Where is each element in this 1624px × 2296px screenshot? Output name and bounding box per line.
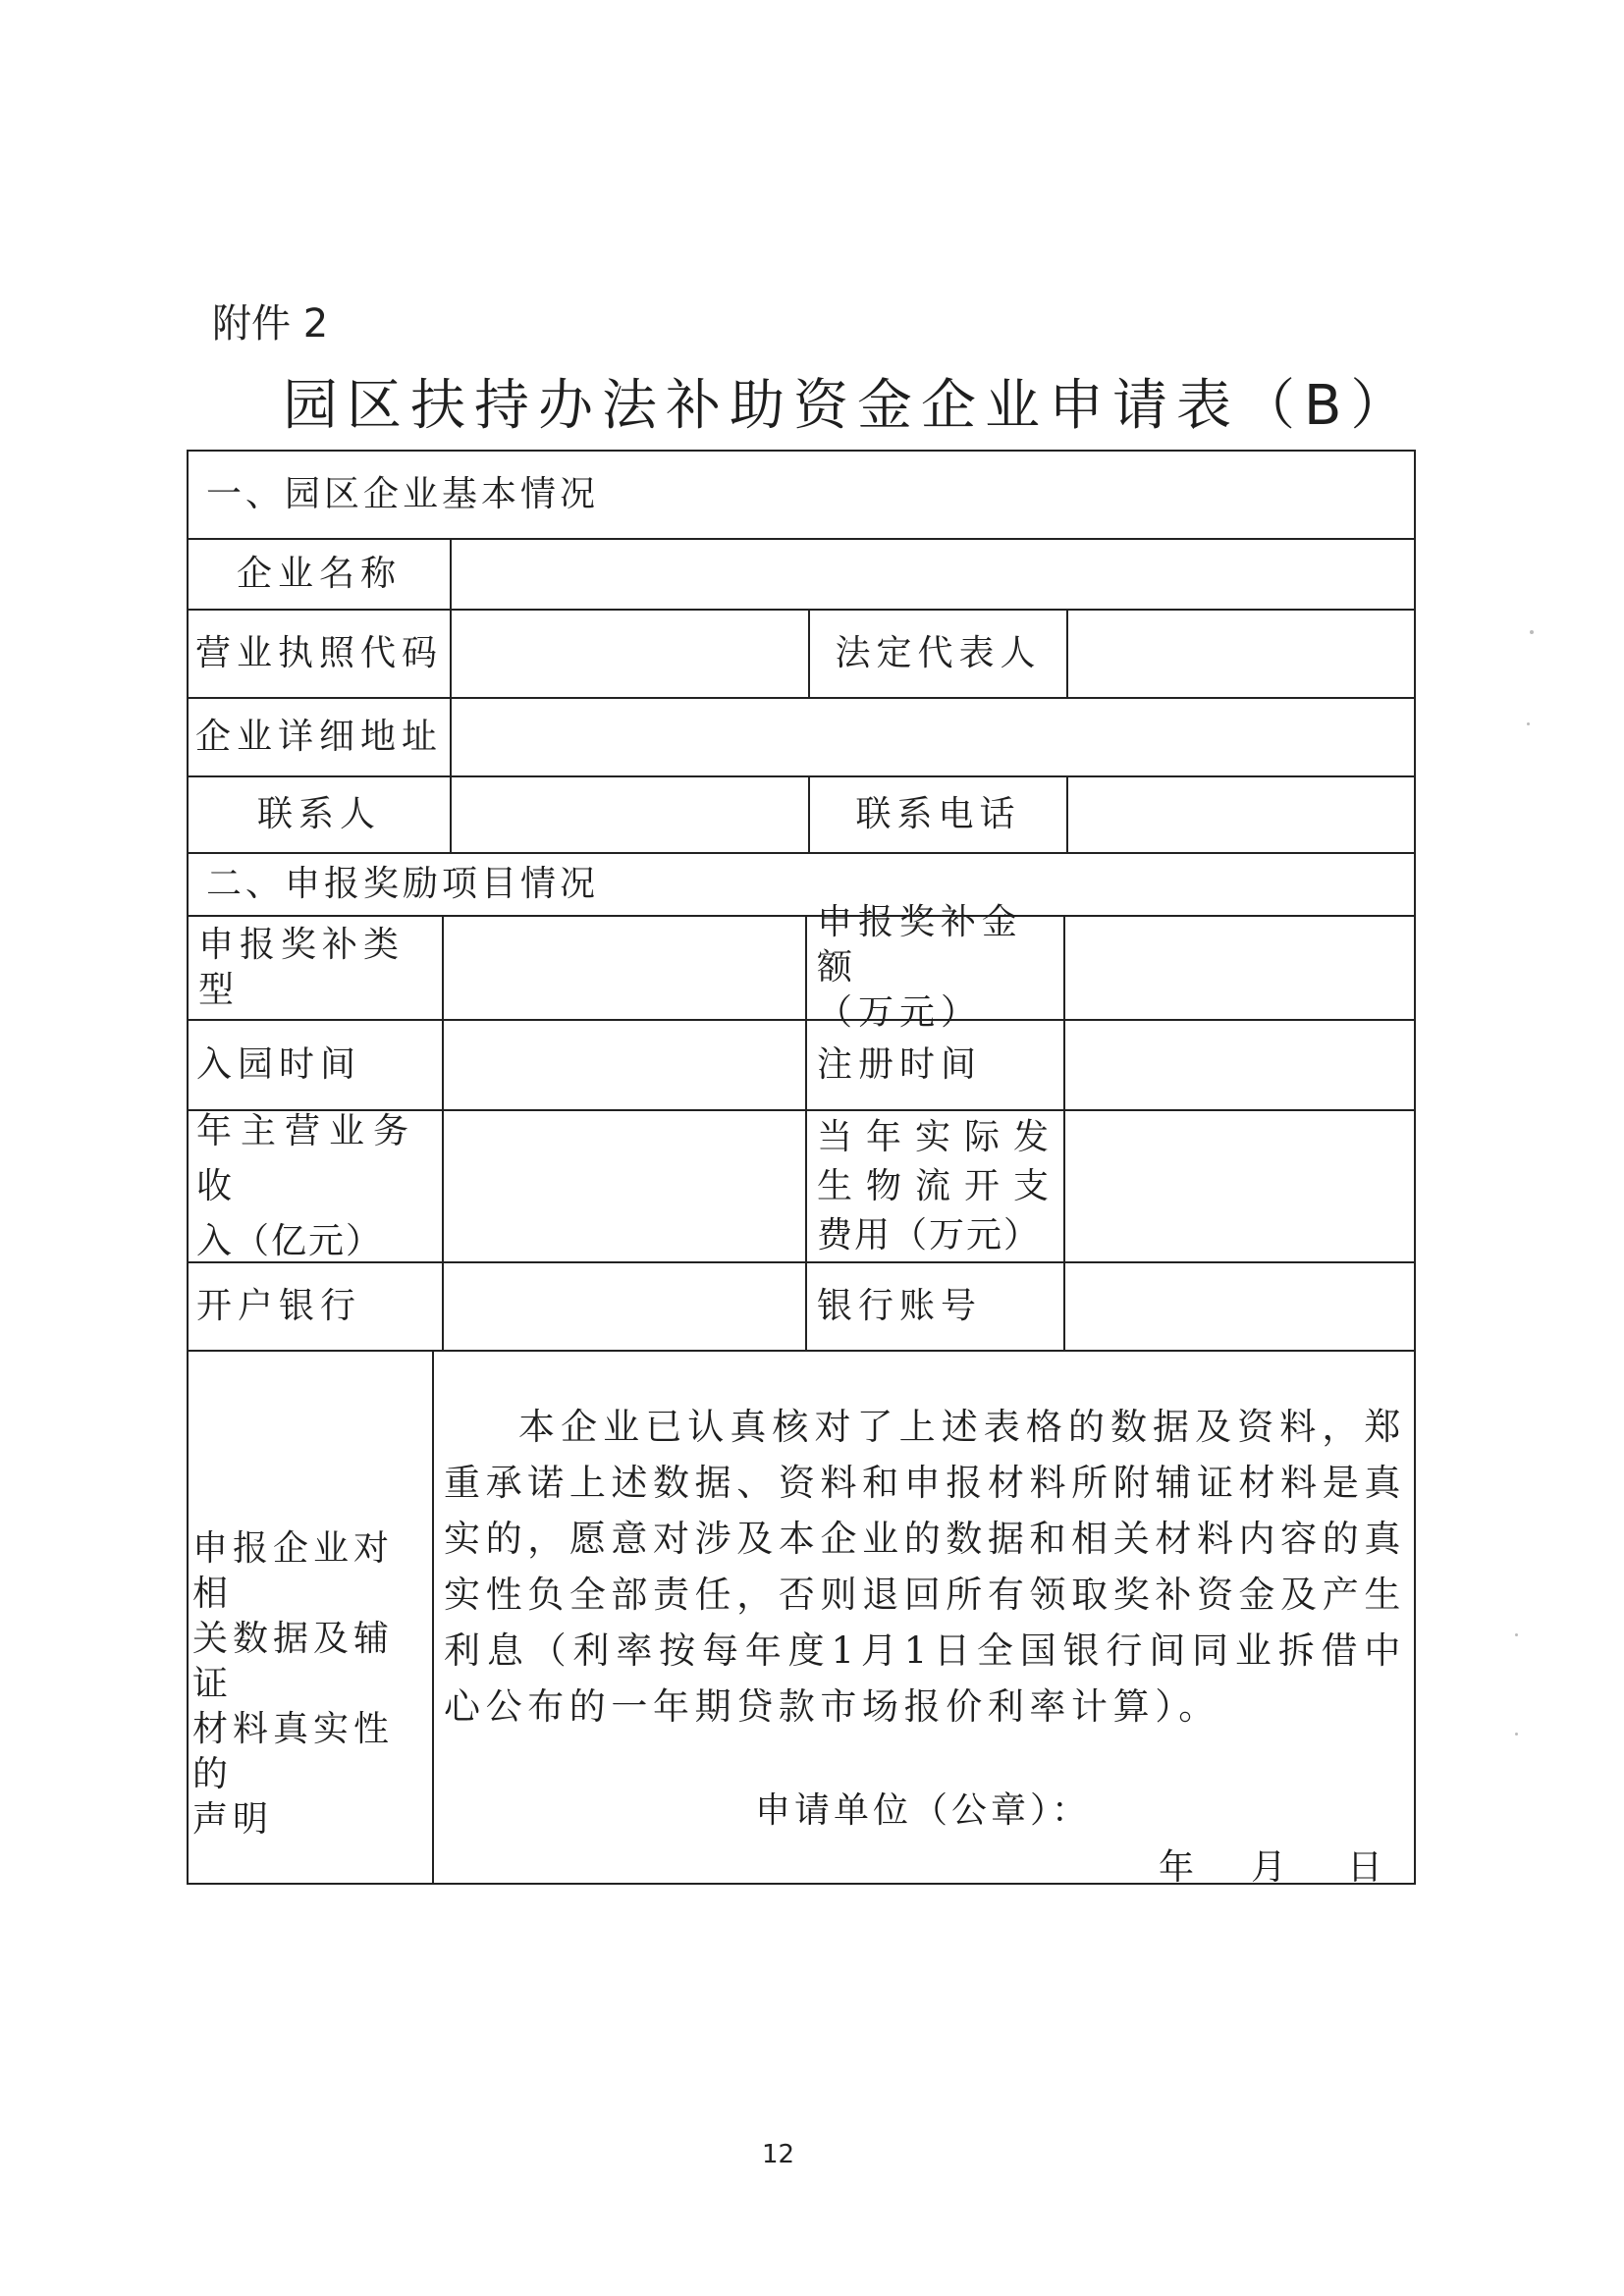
- register-time-label: 注册时间: [817, 1044, 983, 1085]
- declaration-text: 本企业已认真核对了上述表格的数据及资料，郑重承诺上述数据、资料和申报材料所附辅证材料是真实的，愿意对涉及本企业的数据和相关材料内容的真实性负全部责任，否则退回所有领取奖补资金及产生利息（利率按每年度1月1日全国银行间同业拆借中心公布的一年期贷款市场报价利率计算）。: [444, 1406, 1406, 1728]
- logistics-cost-label: [807, 1111, 1063, 1261]
- scan-speck: [1515, 1633, 1518, 1636]
- table-border-right: [1414, 450, 1416, 1885]
- contact-field[interactable]: [452, 777, 808, 852]
- attachment-label: 附件 2: [212, 301, 329, 347]
- company-name-label: 企业名称: [236, 554, 402, 594]
- row-divider: [187, 1350, 1416, 1352]
- license-code-field[interactable]: [452, 611, 808, 697]
- logistics-cost-label-line2: 生物流开支: [817, 1165, 1063, 1206]
- declaration-label-line: 声明: [192, 1799, 274, 1840]
- revenue-field[interactable]: [444, 1111, 805, 1261]
- scan-speck: [1527, 722, 1530, 725]
- scan-speck: [1530, 630, 1534, 634]
- contact-label: 联系人: [256, 794, 381, 834]
- reward-type-field[interactable]: [444, 917, 805, 1019]
- logistics-cost-label-line3: 费用（万元）: [817, 1214, 1042, 1255]
- logistics-cost-field[interactable]: [1065, 1111, 1414, 1261]
- page-number: 12: [762, 2140, 795, 2169]
- register-time-field[interactable]: [1065, 1021, 1414, 1109]
- revenue-label: [189, 1111, 442, 1261]
- date-month: 月: [1251, 1847, 1287, 1888]
- legal-rep-field[interactable]: [1068, 611, 1414, 697]
- reward-amount-field[interactable]: [1065, 917, 1414, 1019]
- section1-heading: 一、园区企业基本情况: [206, 474, 600, 514]
- address-label: 企业详细地址: [194, 717, 443, 757]
- declaration-label-line: 申报企业对相: [192, 1528, 395, 1614]
- scan-speck: [1515, 1733, 1518, 1735]
- reward-amount-label-line2: （万元）: [817, 992, 983, 1033]
- date-day: 日: [1347, 1847, 1383, 1888]
- bank-field[interactable]: [444, 1263, 805, 1350]
- logistics-cost-label-line1: 当年实际发: [817, 1116, 1063, 1157]
- col-divider: [432, 1350, 434, 1883]
- phone-label: 联系电话: [855, 794, 1021, 834]
- entry-time-label: 入园时间: [196, 1044, 362, 1085]
- form-title: 园区扶持办法补助资金企业申请表（B）: [283, 374, 1415, 438]
- company-name-field[interactable]: [452, 540, 1414, 609]
- address-field[interactable]: [452, 699, 1414, 775]
- revenue-label-line2: 入（亿元）: [196, 1220, 384, 1261]
- license-code-label: 营业执照代码: [194, 633, 443, 673]
- seal-label: 申请单位（公章）：: [755, 1790, 1092, 1831]
- reward-amount-label-line1: 申报奖补金额: [817, 902, 1024, 988]
- legal-rep-label: 法定代表人: [835, 633, 1042, 673]
- bank-label: 开户银行: [196, 1286, 362, 1326]
- reward-type-label: 申报奖补类型: [198, 925, 406, 1010]
- section2-heading: 二、申报奖励项目情况: [206, 864, 600, 904]
- reward-amount-label: [807, 902, 1063, 1033]
- declaration-label-line: 关数据及辅证: [192, 1619, 395, 1704]
- revenue-label-line1: 年主营业务收: [196, 1110, 418, 1206]
- date-year: 年: [1159, 1847, 1195, 1888]
- table-border-bottom: [187, 1883, 1416, 1885]
- entry-time-field[interactable]: [444, 1021, 805, 1109]
- account-label: 银行账号: [817, 1286, 983, 1326]
- account-field[interactable]: [1065, 1263, 1414, 1350]
- phone-field[interactable]: [1068, 777, 1414, 852]
- declaration-label: [192, 1526, 426, 1842]
- declaration-label-line: 材料真实性的: [192, 1709, 395, 1794]
